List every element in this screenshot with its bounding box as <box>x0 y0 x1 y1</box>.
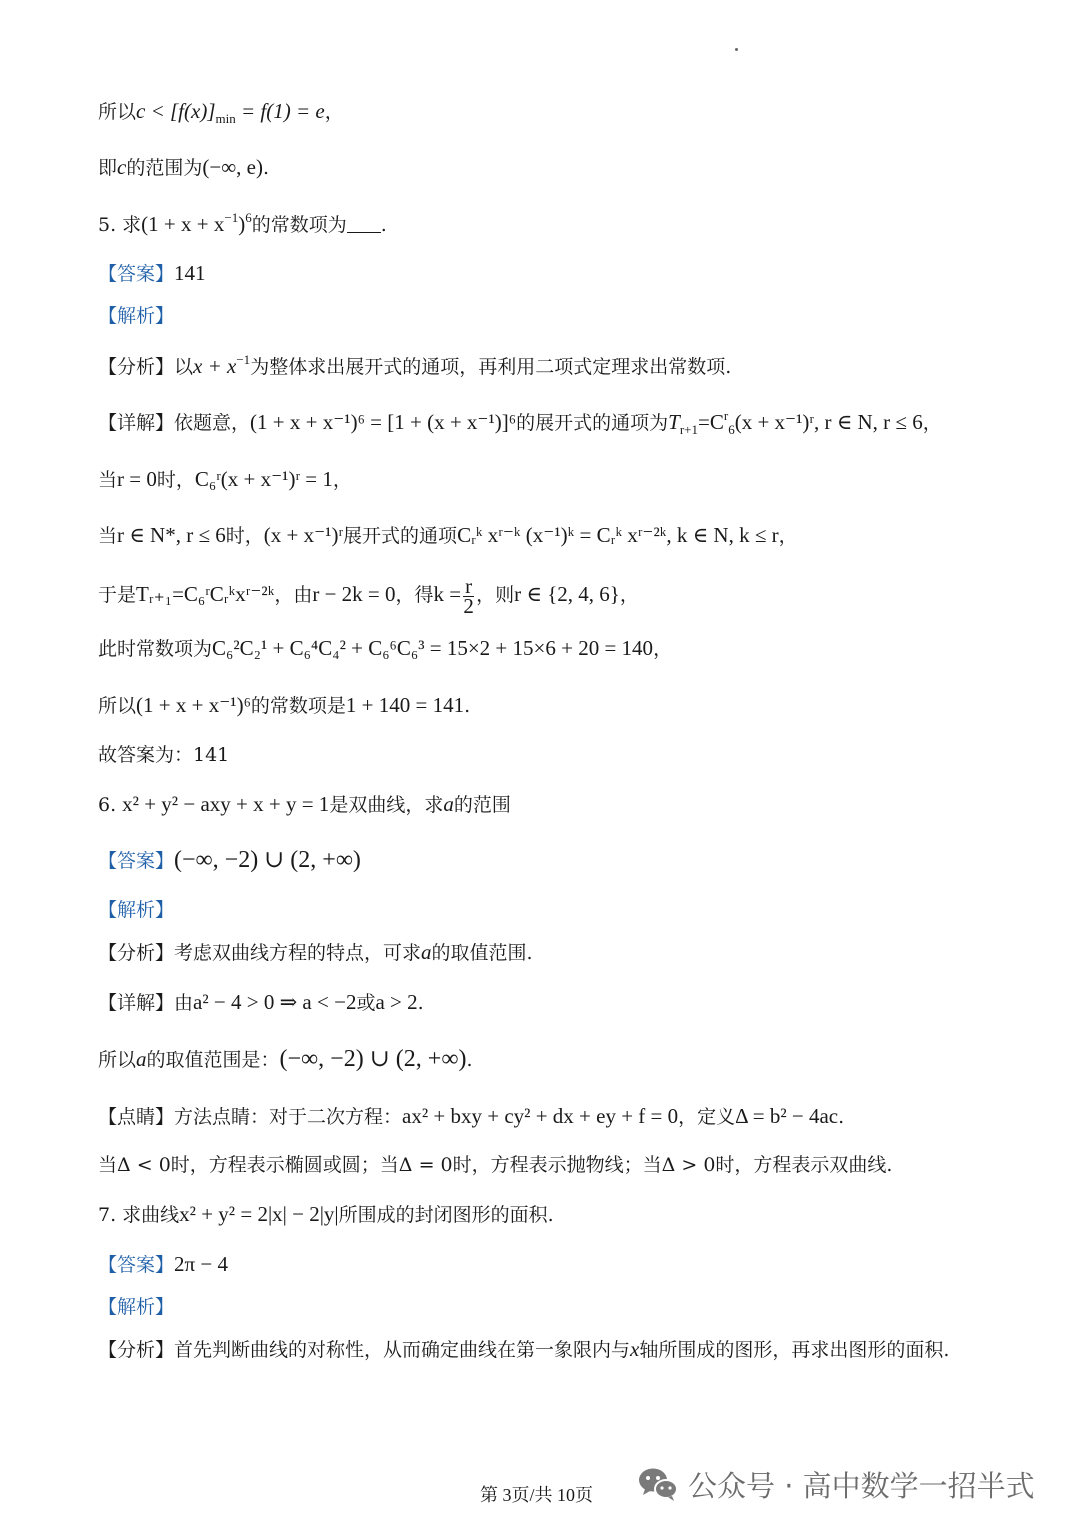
final-answer-line: 故答案为：141 <box>98 744 230 766</box>
analysis-tag: 【解析】 <box>98 1296 175 1318</box>
fraction: $\frac{r}{2}$ <box>463 573 474 618</box>
watermark <box>636 1462 1035 1506</box>
math-expression: (1 + x + x⁻¹)⁶ = [1 + (x + x⁻¹)]⁶ <box>250 410 517 434</box>
text-line: 当r = 0时，C₆ʳ(x + x⁻¹)ʳ = 1， <box>98 467 352 491</box>
fenxi-line: 【分析】首先判断曲线的对称性，从而确定曲线在第一象限内与x轴所围成的图形，再求出图形的面积. <box>98 1337 950 1361</box>
wechat-icon <box>636 1464 680 1504</box>
xiangjie-tag: 【详解】 <box>98 412 175 434</box>
answer-value: 141 <box>174 261 206 285</box>
answer-blank <box>347 214 381 233</box>
question-7: 7. 求曲线x² + y² = 2|x| − 2|y|所围成的封闭图形的面积. <box>98 1202 554 1226</box>
analysis-tag-line <box>98 1293 174 1321</box>
answer-tag: 【答案】 <box>98 263 175 285</box>
question-5: 5. 求$(1 + x + x^{-1})^6$的常数项为 . <box>98 210 387 236</box>
text-line: 当r ∈ N*, r ≤ 6时，(x + x⁻¹)ʳ展开式的通项Cᵣᵏ xʳ⁻ᵏ (x⁻¹)ᵏ = Cᵣᵏ xʳ⁻²ᵏ, k ∈ N, k ≤ r， <box>98 523 798 547</box>
line-text: 所以 <box>98 101 137 123</box>
stray-dot <box>735 48 738 51</box>
analysis-tag: 【解析】 <box>98 305 175 327</box>
answer-tag: 【答案】 <box>98 850 175 872</box>
watermark-text: 公众号 · 高中数学一招半式 <box>688 1468 1035 1503</box>
text-line: 即c的范围为(−∞, e). <box>98 155 270 179</box>
text-line: 所以$c < [f(x)]_{min} = f(1) = e$， <box>98 99 344 126</box>
math-expression: $c < [f(x)]_{min} = f(1) = e$ <box>136 99 325 126</box>
text-line: 所以a的取值范围是：(−∞, −2) ∪ (2, +∞). <box>98 1046 473 1072</box>
xiangjie-line: 【详解】由a² − 4 > 0 ⇒ a < −2或a > 2. <box>98 990 424 1014</box>
text-line: 此时常数项为C₆²C₂¹ + C₆⁴C₄² + C₆⁶C₆³ = 15×2 + 15×6 + 20 = 140， <box>98 636 673 660</box>
fenxi-line: 【分析】以$x + x^{-1}$为整体求出展开式的通项，再利用二项式定理求出常数项. <box>98 352 732 378</box>
answer-line <box>98 1250 228 1279</box>
analysis-tag: 【解析】 <box>98 899 175 921</box>
xiangjie-line: 【详解】依题意，(1 + x + x⁻¹)⁶ = [1 + (x + x⁻¹)]⁶的展开式的通项为$T_{r+1}=C^r_6(x$ + x⁻¹)ʳ, r ∈ N, r ≤ 6， <box>98 408 942 437</box>
dianjing-tag: 【点睛】 <box>98 1106 175 1128</box>
analysis-tag-line <box>98 896 174 924</box>
fenxi-line: 【分析】考虑双曲线方程的特点，可求a的取值范围. <box>98 940 533 964</box>
answer-value: 2π − 4 <box>174 1252 228 1276</box>
math-expression: (−∞, e) <box>202 155 263 179</box>
fenxi-tag: 【分析】 <box>98 356 175 378</box>
question-6: 6. x² + y² − axy + x + y = 1是双曲线，求a的范围 <box>98 792 511 816</box>
answer-value: (−∞, −2) ∪ (2, +∞) <box>174 847 361 873</box>
answer-line <box>98 259 206 288</box>
analysis-tag-line <box>98 302 174 330</box>
page-number: 第 3页/共 10页 <box>480 1485 594 1505</box>
answer-tag: 【答案】 <box>98 1254 175 1276</box>
text-line: 于是Tᵣ₊₁=C₆ʳCᵣᵏxʳ⁻²ᵏ，由r − 2k = 0，得k = $\frac{r}{2}$ ，则r ∈ {2, 4, 6}， <box>98 573 639 618</box>
text-line: 当Δ < 0时，方程表示椭圆或圆；当Δ = 0时，方程表示抛物线；当Δ > 0时，方程表示双曲线. <box>98 1154 893 1176</box>
answer-line <box>98 846 361 875</box>
dianjing-line: 【点睛】方法点睛：对于二次方程：ax² + bxy + cy² + dx + ey + f = 0，定义Δ = b² − 4ac. <box>98 1104 845 1128</box>
text-line: 所以(1 + x + x⁻¹)⁶的常数项是1 + 140 = 141. <box>98 693 471 717</box>
math-expression: $(1 + x + x^{-1})^6$ <box>141 210 252 236</box>
